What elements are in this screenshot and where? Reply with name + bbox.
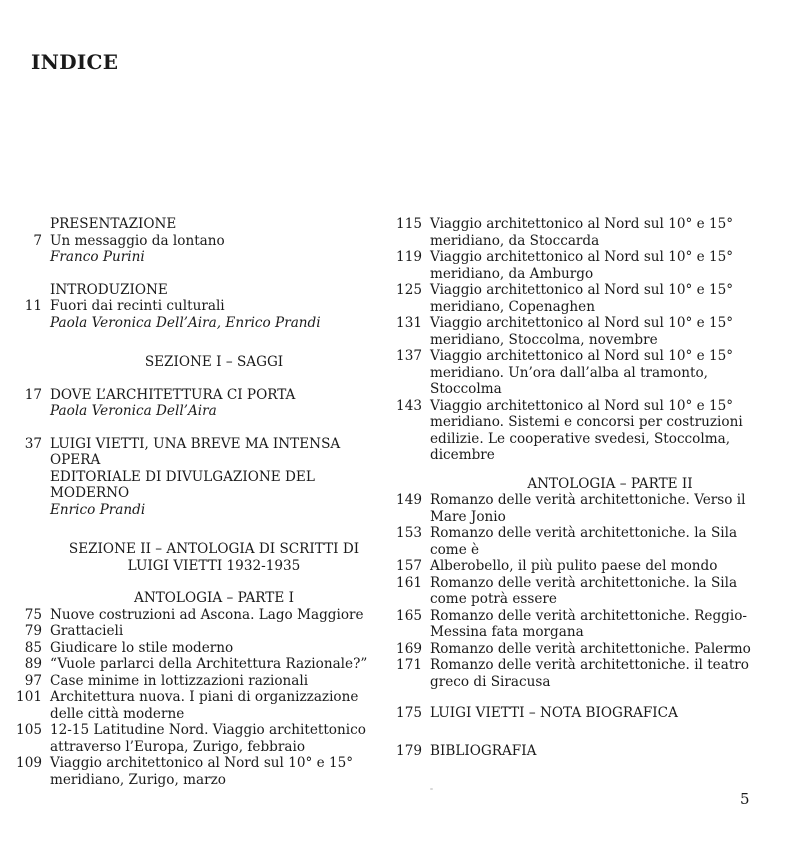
entry-title-line: Viaggio architettonico al Nord sul 10° e 15° (50, 755, 354, 771)
section-heading-antologia-scritti (8, 541, 378, 574)
page-number: 157 (396, 558, 422, 574)
toc-entry (8, 298, 378, 331)
page-number: 143 (396, 397, 422, 414)
entry-title-line: meridiano, Stoccolma, novembre (430, 331, 658, 348)
entry-title-line: greco di Siracusa (430, 673, 551, 690)
entry-title-line: 12-15 Latitudine Nord. Viaggio architettonico (50, 722, 366, 738)
toc-entry (390, 641, 790, 658)
page-number: 175 (396, 705, 422, 721)
toc-entry-nota-biografica (390, 705, 790, 722)
page-number: 101 (16, 689, 42, 705)
toc-entry (8, 233, 378, 266)
toc-entry (8, 673, 378, 690)
scan-speck (430, 788, 433, 790)
toc-entry (8, 436, 378, 519)
page-number: 37 (24, 435, 42, 452)
entry-title-line: edilizie. Le cooperative svedesi, Stoccolma, (430, 430, 731, 447)
page-number: 125 (396, 282, 422, 298)
entry-title-line: come potrà essere (430, 591, 557, 607)
page-number: 7 (33, 232, 42, 249)
page-number: 161 (396, 574, 422, 591)
entry-title-line: come è (430, 541, 480, 558)
page-number: 97 (24, 672, 42, 689)
toc-entry (390, 657, 790, 690)
page-title: INDICE (31, 50, 119, 74)
entry-title-line: Romanzo delle verità architettoniche. la Sila (430, 525, 738, 541)
toc-entry (390, 525, 790, 558)
entry-title-line: Romanzo delle verità architettoniche. Verso il (430, 492, 746, 508)
page-number: 149 (396, 492, 422, 508)
toc-right-column (390, 216, 790, 759)
entry-title: LUIGI VIETTI – NOTA BIOGRAFICA (430, 705, 678, 721)
entry-title-line: Case minime in lottizzazioni razionali (50, 672, 309, 689)
entry-author: Paola Veronica Dell’Aira, Enrico Prandi (50, 314, 321, 331)
entry-title: DOVE L’ARCHITETTURA CI PORTA (50, 386, 296, 403)
toc-entry (390, 249, 790, 282)
page-number: 89 (24, 656, 42, 672)
entry-title-line: Romanzo delle verità architettoniche. la Sila (430, 574, 738, 591)
entry-title-line: Romanzo delle verità architettoniche. Reggio- (430, 607, 748, 624)
toc-section-introduzione (8, 282, 378, 299)
section-heading-antologia-1: ANTOLOGIA – PARTE I (134, 590, 294, 606)
entry-title-line: meridiano, Copenaghen (430, 298, 595, 315)
entry-title-line: Romanzo delle verità architettoniche. il teatro (430, 657, 749, 673)
entry-author: Paola Veronica Dell’Aira (50, 403, 217, 419)
entry-title-line: Romanzo delle verità architettoniche. Palermo (430, 640, 751, 657)
toc-entry (8, 656, 378, 673)
page-number: 171 (396, 657, 422, 673)
entry-title-line: LUIGI VIETTI, UNA BREVE MA INTENSA OPERA (50, 435, 341, 468)
entry-title-line: Messina fata morgana (430, 624, 584, 640)
page-number: 17 (24, 386, 42, 403)
entry-title-line: Stoccolma (430, 381, 502, 397)
entry-title-line: meridiano. Un’ora dall’alba al tramonto, (430, 364, 708, 381)
page-number: 137 (396, 348, 422, 364)
page-number: 79 (24, 623, 42, 639)
toc-entry (8, 689, 378, 722)
entry-title-line: EDITORIALE DI DIVULGAZIONE DEL MODERNO (50, 468, 315, 501)
entry-title-line: meridiano, da Amburgo (430, 265, 594, 282)
toc-section-presentazione (8, 216, 378, 233)
entry-title-line: Giudicare lo stile moderno (50, 639, 234, 656)
entry-title-line: dicembre (430, 447, 495, 463)
toc-entry (390, 608, 790, 641)
page-number: 153 (396, 525, 422, 541)
toc-entry (8, 623, 378, 640)
entry-title-line: Nuove costruzioni ad Ascona. Lago Maggiore (50, 606, 364, 623)
entry-title-line: Viaggio architettonico al Nord sul 10° e 15° (430, 348, 734, 364)
page-number: 109 (16, 755, 42, 771)
page-number: 75 (24, 606, 42, 623)
toc-left-column (8, 216, 378, 788)
section-heading: INTRODUZIONE (50, 281, 168, 298)
page-number: 169 (396, 640, 422, 657)
page-number: 119 (396, 249, 422, 265)
section-heading: PRESENTAZIONE (50, 216, 177, 232)
entry-title-line: Mare Jonio (430, 508, 506, 525)
page-number: 131 (396, 315, 422, 331)
entry-title-line: Alberobello, il più pulito paese del mondo (430, 558, 718, 574)
toc-entry-bibliografia (390, 743, 790, 760)
entry-author: Enrico Prandi (50, 501, 146, 518)
entry-title-line: delle città moderne (50, 705, 185, 722)
page-number: 179 (396, 742, 422, 759)
toc-entry (390, 492, 790, 525)
entry-title-line: Viaggio architettonico al Nord sul 10° e 15° (430, 216, 734, 232)
entry-title-line: Viaggio architettonico al Nord sul 10° e 15° (430, 315, 734, 331)
page-number: 11 (24, 298, 42, 314)
toc-list-antologia-1-cont (390, 216, 790, 464)
section-heading-line: LUIGI VIETTI 1932-1935 (127, 557, 301, 574)
toc-entry (390, 575, 790, 608)
entry-title-line: Architettura nuova. I piani di organizzazione (50, 689, 359, 705)
toc-entry (390, 315, 790, 348)
toc-entry (8, 640, 378, 657)
entry-title: Fuori dai recinti culturali (50, 298, 225, 314)
section-heading-saggi: SEZIONE I – SAGGI (144, 354, 284, 370)
toc-list-antologia-1 (8, 607, 378, 789)
entry-title-line: “Vuole parlarci della Architettura Razionale?” (50, 656, 368, 672)
entry-title-line: Viaggio architettonico al Nord sul 10° e 15° (430, 397, 734, 414)
entry-title-line: meridiano, da Stoccarda (430, 232, 600, 249)
entry-title: BIBLIOGRAFIA (430, 742, 537, 759)
toc-list-antologia-2 (390, 492, 790, 690)
toc-entry (390, 216, 790, 249)
entry-author: Franco Purini (50, 249, 145, 265)
entry-title-line: meridiano. Sistemi e concorsi per costruzioni (430, 414, 743, 430)
folio-page-number: 5 (740, 790, 750, 808)
toc-entry (390, 348, 790, 398)
toc-entry (8, 755, 378, 788)
toc-entry (390, 558, 790, 575)
page-number: 165 (396, 607, 422, 624)
page-number: 115 (396, 216, 422, 232)
entry-title-line: meridiano, Zurigo, marzo (50, 771, 226, 788)
toc-entry (390, 398, 790, 464)
entry-title-line: attraverso l’Europa, Zurigo, febbraio (50, 738, 306, 755)
page-number: 85 (24, 639, 42, 656)
section-heading-antologia-2: ANTOLOGIA – PARTE II (527, 475, 693, 492)
entry-title-line: Viaggio architettonico al Nord sul 10° e 15° (430, 249, 734, 265)
entry-title-line: Grattacieli (50, 623, 124, 639)
entry-title: Un messaggio da lontano (50, 232, 225, 249)
toc-entry (390, 282, 790, 315)
page-number: 105 (16, 722, 42, 738)
toc-entry (8, 722, 378, 755)
toc-entry (8, 607, 378, 624)
toc-entry (8, 387, 378, 420)
section-heading-line: SEZIONE II – ANTOLOGIA DI SCRITTI DI (68, 541, 360, 557)
entry-title-line: Viaggio architettonico al Nord sul 10° e 15° (430, 282, 734, 298)
